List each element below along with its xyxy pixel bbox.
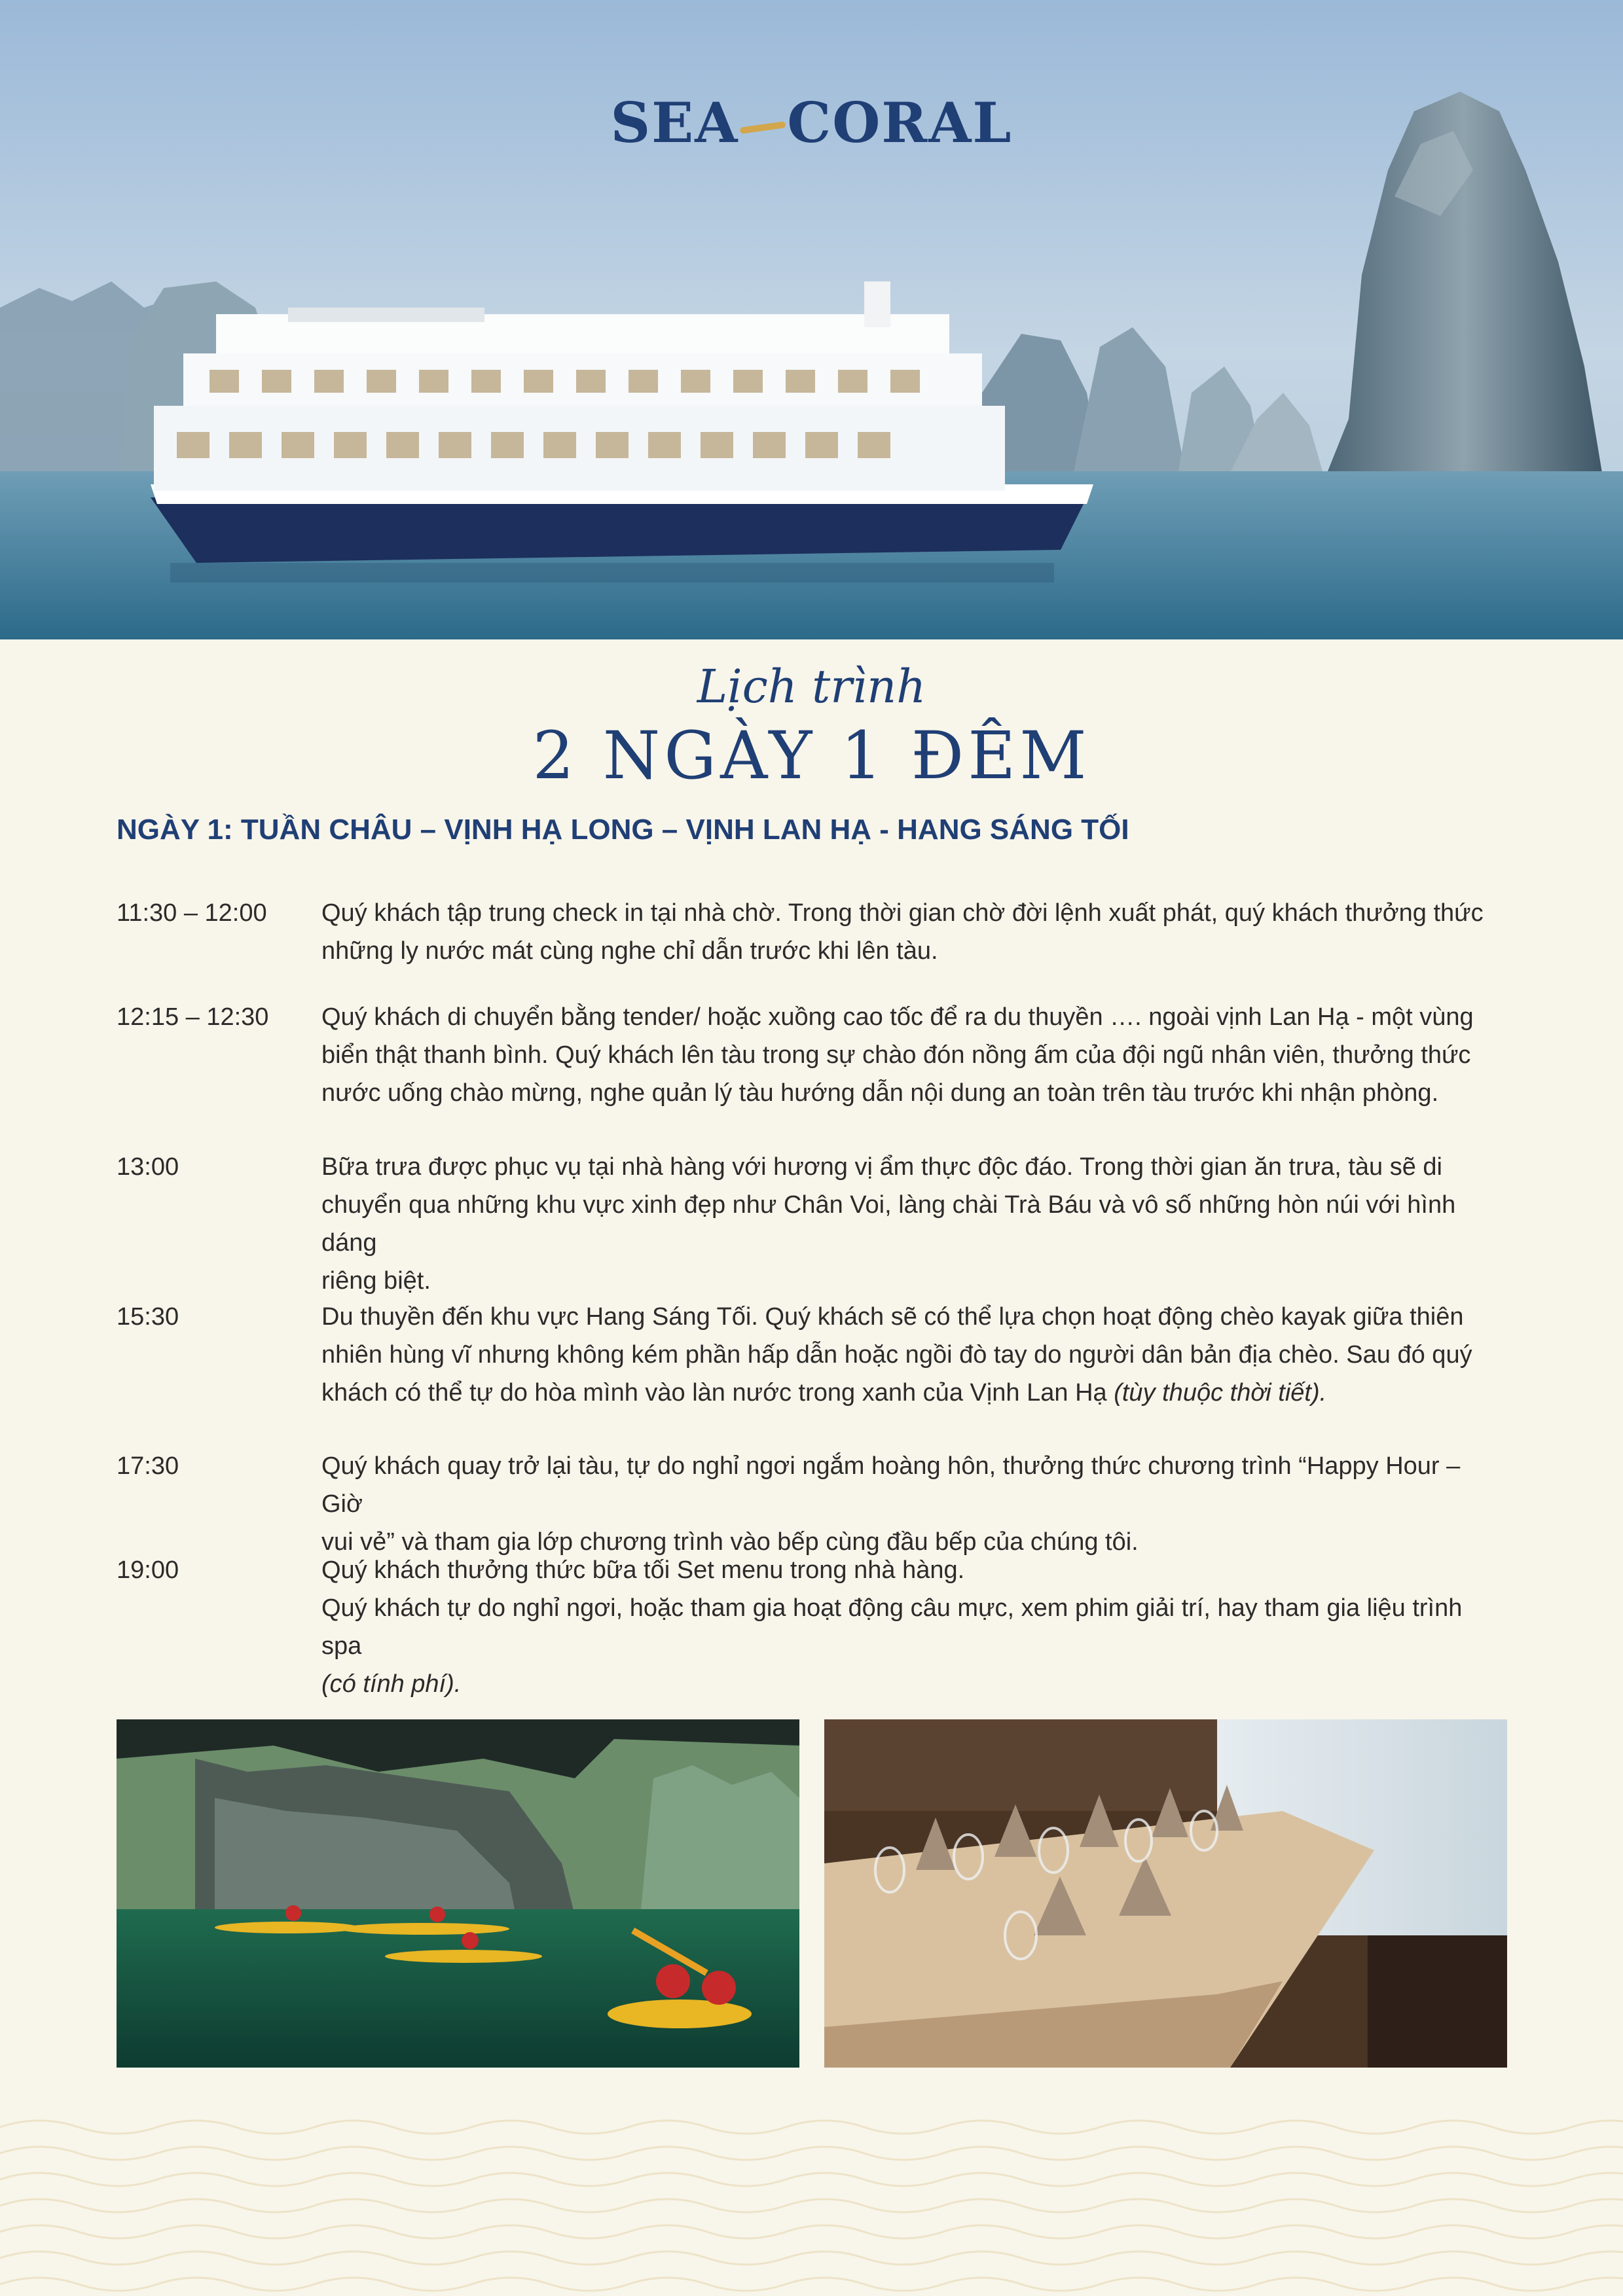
script-title: Lịch trình (697, 660, 926, 713)
schedule-description: Quý khách di chuyển bằng tender/ hoặc xuồng cao tốc để ra du thuyền …. ngoài vịnh Lan Hạ - một vùng biển thật thanh bình. Quý khách lên tàu trong sự chào đón nồng ấm của đội ngũ nhân viên, thưởng thức nước uống chào mừng, nghe quản lý tàu hướng dẫn nội dung an toàn trên tàu trước khi nhận phòng. (321, 1003, 1474, 1107)
day-heading: NGÀY 1: TUẦN CHÂU – VỊNH HẠ LONG – VỊNH LAN HẠ - HANG SÁNG TỐI (117, 814, 1129, 846)
schedule-description: Quý khách quay trở lại tàu, tự do nghỉ ngơi ngắm hoàng hôn, thưởng thức chương trình “Happy Hour – Giờ vui vẻ” và tham gia lớp chương trình vào bếp cùng đầu bếp của chúng tôi. (321, 1452, 1461, 1556)
schedule-time: 11:30 – 12:00 (117, 899, 267, 927)
schedule-time: 15:30 (117, 1303, 179, 1331)
logo-accent-icon (740, 121, 786, 134)
schedule-description: Quý khách tập trung check in tại nhà chờ. Trong thời gian chờ đời lệnh xuất phát, quý khách thưởng thức những ly nước mát cùng nghe chỉ dẫn trước khi lên tàu. (321, 899, 1484, 965)
schedule-description: Bữa trưa được phục vụ tại nhà hàng với hương vị ẩm thực độc đáo. Trong thời gian ăn trưa, tàu sẽ di chuyển qua những khu vực xinh đẹp như Chân Voi, làng chài Trà Báu và vô số những hòn núi với hình dáng riêng biệt. (321, 1153, 1456, 1295)
schedule-time: 17:30 (117, 1452, 179, 1480)
dining-photo (824, 1719, 1507, 2068)
schedule-description: Quý khách thưởng thức bữa tối Set menu trong nhà hàng. Quý khách tự do nghỉ ngơi, hoặc tham gia hoạt động câu mực, xem phim giải trí, hay tham gia liệu trình spa (có tính phí). (321, 1556, 1463, 1698)
schedule-time: 13:00 (117, 1153, 179, 1181)
schedule-time: 19:00 (117, 1556, 179, 1584)
schedule-time: 12:15 – 12:30 (117, 1003, 269, 1031)
page-title: 2 NGÀY 1 ĐÊM (532, 717, 1091, 794)
footer-wave-pattern (0, 2108, 1623, 2296)
schedule-description: Du thuyền đến khu vực Hang Sáng Tối. Quý khách sẽ có thể lựa chọn hoạt động chèo kayak giữa thiên nhiên hùng vĩ nhưng không kém phần hấp dẫn hoặc ngồi đò tay do người dân bản địa chèo. Sau đó quý khách có thể tự do hòa mình vào làn nước trong xanh của Vịnh Lan Hạ (tùy thuộc thời tiết). (321, 1303, 1472, 1407)
hero-image (0, 0, 1623, 639)
seacoral-logo: SEA CORAL (610, 90, 1013, 155)
kayaking-photo (117, 1719, 799, 2068)
